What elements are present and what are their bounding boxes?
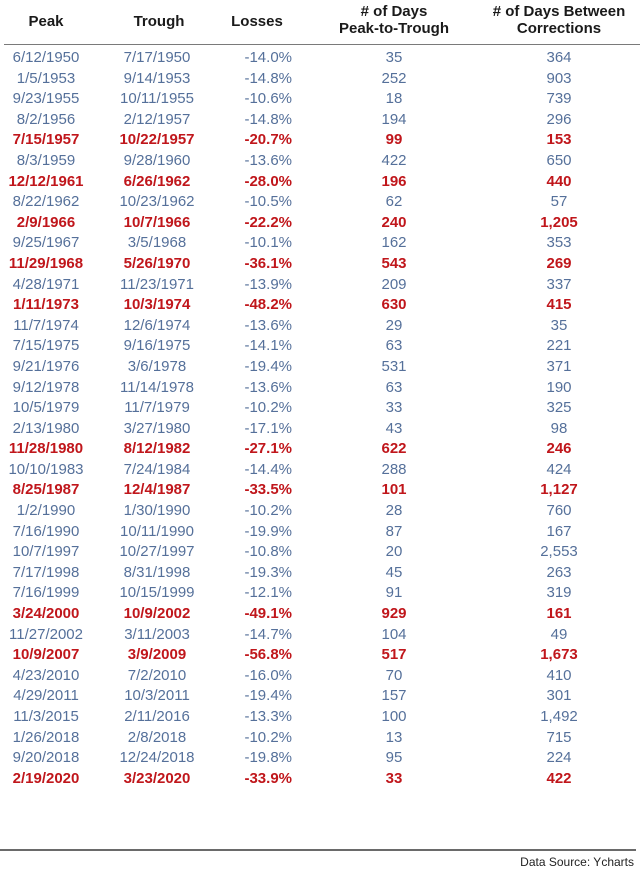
peak-date: 10/5/1979 xyxy=(12,399,80,417)
days-peak-to-trough: 622 xyxy=(381,440,407,458)
table-row xyxy=(4,89,640,110)
loss-percent: -19.4% xyxy=(244,357,292,375)
days-between-corrections: 1,127 xyxy=(540,481,578,499)
table-row xyxy=(4,419,640,440)
days-peak-to-trough: 196 xyxy=(381,172,407,190)
peak-date: 2/19/2020 xyxy=(12,769,80,787)
peak-date: 1/2/1990 xyxy=(16,502,76,520)
days-between-corrections: 760 xyxy=(546,502,572,520)
days-between-corrections: 422 xyxy=(546,769,572,787)
table-row xyxy=(4,295,640,316)
peak-date: 8/25/1987 xyxy=(12,481,80,499)
peak-date: 9/25/1967 xyxy=(12,234,80,252)
days-peak-to-trough: 929 xyxy=(381,605,407,623)
days-between-corrections: 364 xyxy=(546,49,572,66)
table-row xyxy=(4,625,640,646)
table-row xyxy=(4,707,640,728)
peak-date: 9/12/1978 xyxy=(12,378,80,396)
trough-date: 2/12/1957 xyxy=(123,110,191,128)
header-trough: Trough xyxy=(133,13,185,30)
days-peak-to-trough: 33 xyxy=(385,769,403,787)
table-row xyxy=(4,522,640,543)
table-row xyxy=(4,769,640,790)
days-between-corrections: 35 xyxy=(550,316,568,334)
table-row xyxy=(4,604,640,625)
days-between-corrections: 263 xyxy=(546,563,572,581)
table-row xyxy=(4,130,640,151)
table-row xyxy=(4,460,640,481)
days-between-corrections: 296 xyxy=(546,110,572,128)
header-days-line2: Peak-to-Trough xyxy=(338,20,449,37)
days-between-corrections: 424 xyxy=(546,460,572,478)
days-between-corrections: 221 xyxy=(546,337,572,355)
loss-percent: -19.9% xyxy=(244,522,292,540)
days-peak-to-trough: 194 xyxy=(381,110,407,128)
loss-percent: -33.9% xyxy=(244,769,292,787)
trough-date: 9/28/1960 xyxy=(123,151,191,169)
trough-date: 10/3/2011 xyxy=(124,687,190,705)
peak-date: 2/9/1966 xyxy=(16,213,76,231)
days-between-corrections: 337 xyxy=(546,275,572,293)
days-peak-to-trough: 33 xyxy=(385,399,403,417)
trough-date: 3/27/1980 xyxy=(123,419,191,437)
table-row xyxy=(4,542,640,563)
table-row xyxy=(4,728,640,749)
days-between-corrections: 301 xyxy=(546,687,572,705)
days-peak-to-trough: 101 xyxy=(381,481,407,499)
trough-date: 3/5/1968 xyxy=(127,234,187,252)
peak-date: 7/16/1990 xyxy=(12,522,80,540)
peak-date: 4/29/2011 xyxy=(13,687,79,705)
trough-date: 7/17/1950 xyxy=(123,49,191,66)
loss-percent: -20.7% xyxy=(244,131,292,149)
table-row xyxy=(4,686,640,707)
peak-date: 1/11/1973 xyxy=(13,296,79,314)
table-row xyxy=(4,233,640,254)
table-row xyxy=(4,563,640,584)
days-peak-to-trough: 252 xyxy=(381,69,407,87)
trough-date: 11/7/1979 xyxy=(124,399,190,417)
days-peak-to-trough: 35 xyxy=(385,49,403,66)
data-source-note: Data Source: Ycharts xyxy=(520,855,634,869)
trough-date: 6/26/1962 xyxy=(123,172,191,190)
table-row xyxy=(4,192,640,213)
loss-percent: -13.6% xyxy=(244,316,292,334)
table-row xyxy=(4,378,640,399)
days-between-corrections: 269 xyxy=(546,254,572,272)
loss-percent: -13.6% xyxy=(244,378,292,396)
days-peak-to-trough: 543 xyxy=(381,254,407,272)
peak-date: 10/7/1997 xyxy=(12,543,80,561)
loss-percent: -10.1% xyxy=(244,234,292,252)
table-row xyxy=(4,213,640,234)
days-peak-to-trough: 209 xyxy=(381,275,407,293)
days-between-corrections: 167 xyxy=(546,522,572,540)
days-between-corrections: 161 xyxy=(546,605,572,623)
days-between-corrections: 153 xyxy=(546,131,572,149)
days-between-corrections: 415 xyxy=(546,296,572,314)
days-peak-to-trough: 45 xyxy=(385,563,403,581)
days-between-corrections: 410 xyxy=(546,666,572,684)
table-row xyxy=(4,172,640,193)
peak-date: 6/12/1950 xyxy=(12,49,80,66)
trough-date: 12/6/1974 xyxy=(123,316,191,334)
trough-date: 9/14/1953 xyxy=(123,69,191,87)
trough-date: 2/8/2018 xyxy=(127,728,187,746)
trough-date: 7/24/1984 xyxy=(123,460,191,478)
days-between-corrections: 650 xyxy=(546,151,572,169)
days-between-corrections: 190 xyxy=(546,378,572,396)
days-between-corrections: 440 xyxy=(546,172,572,190)
loss-percent: -10.2% xyxy=(244,399,292,417)
header-between-line1: # of Days Between xyxy=(492,3,626,20)
peak-date: 1/5/1953 xyxy=(16,69,76,87)
trough-date: 12/4/1987 xyxy=(123,481,191,499)
table-row xyxy=(4,69,640,90)
trough-date: 3/11/2003 xyxy=(124,625,190,643)
days-peak-to-trough: 288 xyxy=(381,460,407,478)
days-between-corrections: 353 xyxy=(546,234,572,252)
loss-percent: -16.0% xyxy=(244,666,292,684)
peak-date: 11/3/2015 xyxy=(13,708,79,725)
header-days-peak-to-trough xyxy=(324,3,464,37)
peak-date: 9/21/1976 xyxy=(12,357,80,375)
peak-date: 8/2/1956 xyxy=(16,110,76,128)
trough-date: 10/7/1966 xyxy=(123,213,191,231)
trough-date: 5/26/1970 xyxy=(123,254,191,272)
peak-date: 11/7/1974 xyxy=(13,316,79,334)
days-peak-to-trough: 87 xyxy=(385,522,403,540)
peak-date: 2/13/1980 xyxy=(12,419,80,437)
days-between-corrections: 1,492 xyxy=(540,708,578,725)
trough-date: 3/6/1978 xyxy=(127,357,187,375)
trough-date: 10/22/1957 xyxy=(119,131,195,149)
loss-percent: -14.8% xyxy=(244,110,292,128)
loss-percent: -17.1% xyxy=(244,419,292,437)
bottom-rule xyxy=(0,849,636,851)
loss-percent: -12.1% xyxy=(244,584,292,602)
loss-percent: -13.9% xyxy=(244,275,292,293)
table-row xyxy=(4,645,640,666)
peak-date: 8/22/1962 xyxy=(12,193,80,211)
peak-date: 9/20/2018 xyxy=(12,749,80,767)
table-body xyxy=(4,48,640,789)
trough-date: 10/15/1999 xyxy=(119,584,195,602)
loss-percent: -27.1% xyxy=(244,440,292,458)
trough-date: 2/11/2016 xyxy=(124,708,190,725)
days-peak-to-trough: 99 xyxy=(385,131,403,149)
days-between-corrections: 57 xyxy=(550,193,568,211)
days-between-corrections: 2,553 xyxy=(540,543,578,561)
loss-percent: -10.2% xyxy=(244,502,292,520)
loss-percent: -13.6% xyxy=(244,151,292,169)
trough-date: 10/3/1974 xyxy=(123,296,191,314)
peak-date: 10/9/2007 xyxy=(12,646,80,664)
days-between-corrections: 903 xyxy=(546,69,572,87)
header-peak: Peak xyxy=(28,13,64,30)
days-between-corrections: 98 xyxy=(550,419,568,437)
table-header xyxy=(4,0,640,45)
loss-percent: -14.8% xyxy=(244,69,292,87)
trough-date: 3/23/2020 xyxy=(123,769,191,787)
loss-percent: -19.4% xyxy=(244,687,292,705)
table-row xyxy=(4,110,640,131)
days-peak-to-trough: 91 xyxy=(385,584,403,602)
days-peak-to-trough: 100 xyxy=(381,708,407,725)
trough-date: 11/23/1971 xyxy=(120,275,194,293)
peak-date: 11/29/1968 xyxy=(8,254,84,272)
table-row xyxy=(4,583,640,604)
loss-percent: -14.7% xyxy=(244,625,292,643)
days-between-corrections: 1,205 xyxy=(540,213,578,231)
corrections-table xyxy=(4,0,640,789)
days-peak-to-trough: 517 xyxy=(381,646,407,664)
table-row xyxy=(4,275,640,296)
days-peak-to-trough: 28 xyxy=(385,502,403,520)
trough-date: 10/27/1997 xyxy=(119,543,195,561)
table-row xyxy=(4,151,640,172)
days-between-corrections: 224 xyxy=(546,749,572,767)
trough-date: 7/2/2010 xyxy=(127,666,187,684)
days-between-corrections: 49 xyxy=(550,625,568,643)
trough-date: 9/16/1975 xyxy=(123,337,191,355)
loss-percent: -10.5% xyxy=(244,193,292,211)
days-peak-to-trough: 630 xyxy=(381,296,407,314)
trough-date: 3/9/2009 xyxy=(127,646,187,664)
days-peak-to-trough: 70 xyxy=(385,666,403,684)
table-row xyxy=(4,439,640,460)
trough-date: 1/30/1990 xyxy=(123,502,191,520)
peak-date: 7/15/1957 xyxy=(12,131,80,149)
loss-percent: -36.1% xyxy=(244,254,292,272)
table-row xyxy=(4,336,640,357)
days-between-corrections: 715 xyxy=(546,728,572,746)
peak-date: 4/23/2010 xyxy=(12,666,80,684)
days-peak-to-trough: 104 xyxy=(381,625,407,643)
trough-date: 11/14/1978 xyxy=(120,378,194,396)
days-peak-to-trough: 95 xyxy=(385,749,403,767)
peak-date: 11/27/2002 xyxy=(9,625,83,643)
peak-date: 1/26/2018 xyxy=(12,728,80,746)
loss-percent: -48.2% xyxy=(244,296,292,314)
loss-percent: -14.0% xyxy=(244,49,292,66)
loss-percent: -13.3% xyxy=(244,708,292,725)
header-days-line1: # of Days xyxy=(360,3,428,20)
loss-percent: -19.8% xyxy=(244,749,292,767)
loss-percent: -49.1% xyxy=(244,605,292,623)
peak-date: 12/12/1961 xyxy=(8,172,84,190)
table-row xyxy=(4,501,640,522)
loss-percent: -14.4% xyxy=(244,460,292,478)
header-losses: Losses xyxy=(231,13,283,30)
trough-date: 10/9/2002 xyxy=(123,605,191,623)
days-between-corrections: 246 xyxy=(546,440,572,458)
table-row xyxy=(4,48,640,69)
peak-date: 3/24/2000 xyxy=(12,605,80,623)
days-peak-to-trough: 422 xyxy=(381,151,407,169)
table-row xyxy=(4,254,640,275)
trough-date: 10/11/1955 xyxy=(120,90,194,108)
header-between-line2: Corrections xyxy=(516,20,602,37)
peak-date: 7/16/1999 xyxy=(12,584,80,602)
days-peak-to-trough: 62 xyxy=(385,193,403,211)
loss-percent: -19.3% xyxy=(244,563,292,581)
days-peak-to-trough: 240 xyxy=(381,213,407,231)
peak-date: 7/17/1998 xyxy=(12,563,80,581)
loss-percent: -10.8% xyxy=(244,543,292,561)
loss-percent: -14.1% xyxy=(244,337,292,355)
trough-date: 8/31/1998 xyxy=(123,563,191,581)
peak-date: 4/28/1971 xyxy=(12,275,80,293)
table-row xyxy=(4,398,640,419)
table-row xyxy=(4,316,640,337)
table-row xyxy=(4,480,640,501)
days-peak-to-trough: 43 xyxy=(385,419,403,437)
peak-date: 8/3/1959 xyxy=(16,151,76,169)
days-between-corrections: 319 xyxy=(546,584,572,602)
days-peak-to-trough: 13 xyxy=(385,728,403,746)
trough-date: 10/11/1990 xyxy=(120,522,194,540)
peak-date: 11/28/1980 xyxy=(8,440,84,458)
days-peak-to-trough: 29 xyxy=(385,316,403,334)
loss-percent: -10.6% xyxy=(244,90,292,108)
loss-percent: -56.8% xyxy=(244,646,292,664)
days-between-corrections: 739 xyxy=(546,90,572,108)
loss-percent: -33.5% xyxy=(244,481,292,499)
trough-date: 12/24/2018 xyxy=(119,749,195,767)
table-row xyxy=(4,666,640,687)
days-peak-to-trough: 20 xyxy=(385,543,403,561)
days-peak-to-trough: 63 xyxy=(385,378,403,396)
loss-percent: -10.2% xyxy=(244,728,292,746)
days-between-corrections: 325 xyxy=(546,399,572,417)
peak-date: 10/10/1983 xyxy=(8,460,84,478)
table-row xyxy=(4,748,640,769)
loss-percent: -28.0% xyxy=(244,172,292,190)
days-peak-to-trough: 162 xyxy=(381,234,407,252)
days-between-corrections: 1,673 xyxy=(540,646,578,664)
peak-date: 7/15/1975 xyxy=(12,337,80,355)
loss-percent: -22.2% xyxy=(244,213,292,231)
peak-date: 9/23/1955 xyxy=(12,90,80,108)
trough-date: 8/12/1982 xyxy=(123,440,191,458)
table-row xyxy=(4,357,640,378)
header-days-between-corrections xyxy=(484,3,634,37)
days-peak-to-trough: 531 xyxy=(381,357,407,375)
trough-date: 10/23/1962 xyxy=(119,193,195,211)
days-between-corrections: 371 xyxy=(546,357,572,375)
days-peak-to-trough: 157 xyxy=(381,687,407,705)
days-peak-to-trough: 63 xyxy=(385,337,403,355)
days-peak-to-trough: 18 xyxy=(385,90,403,108)
